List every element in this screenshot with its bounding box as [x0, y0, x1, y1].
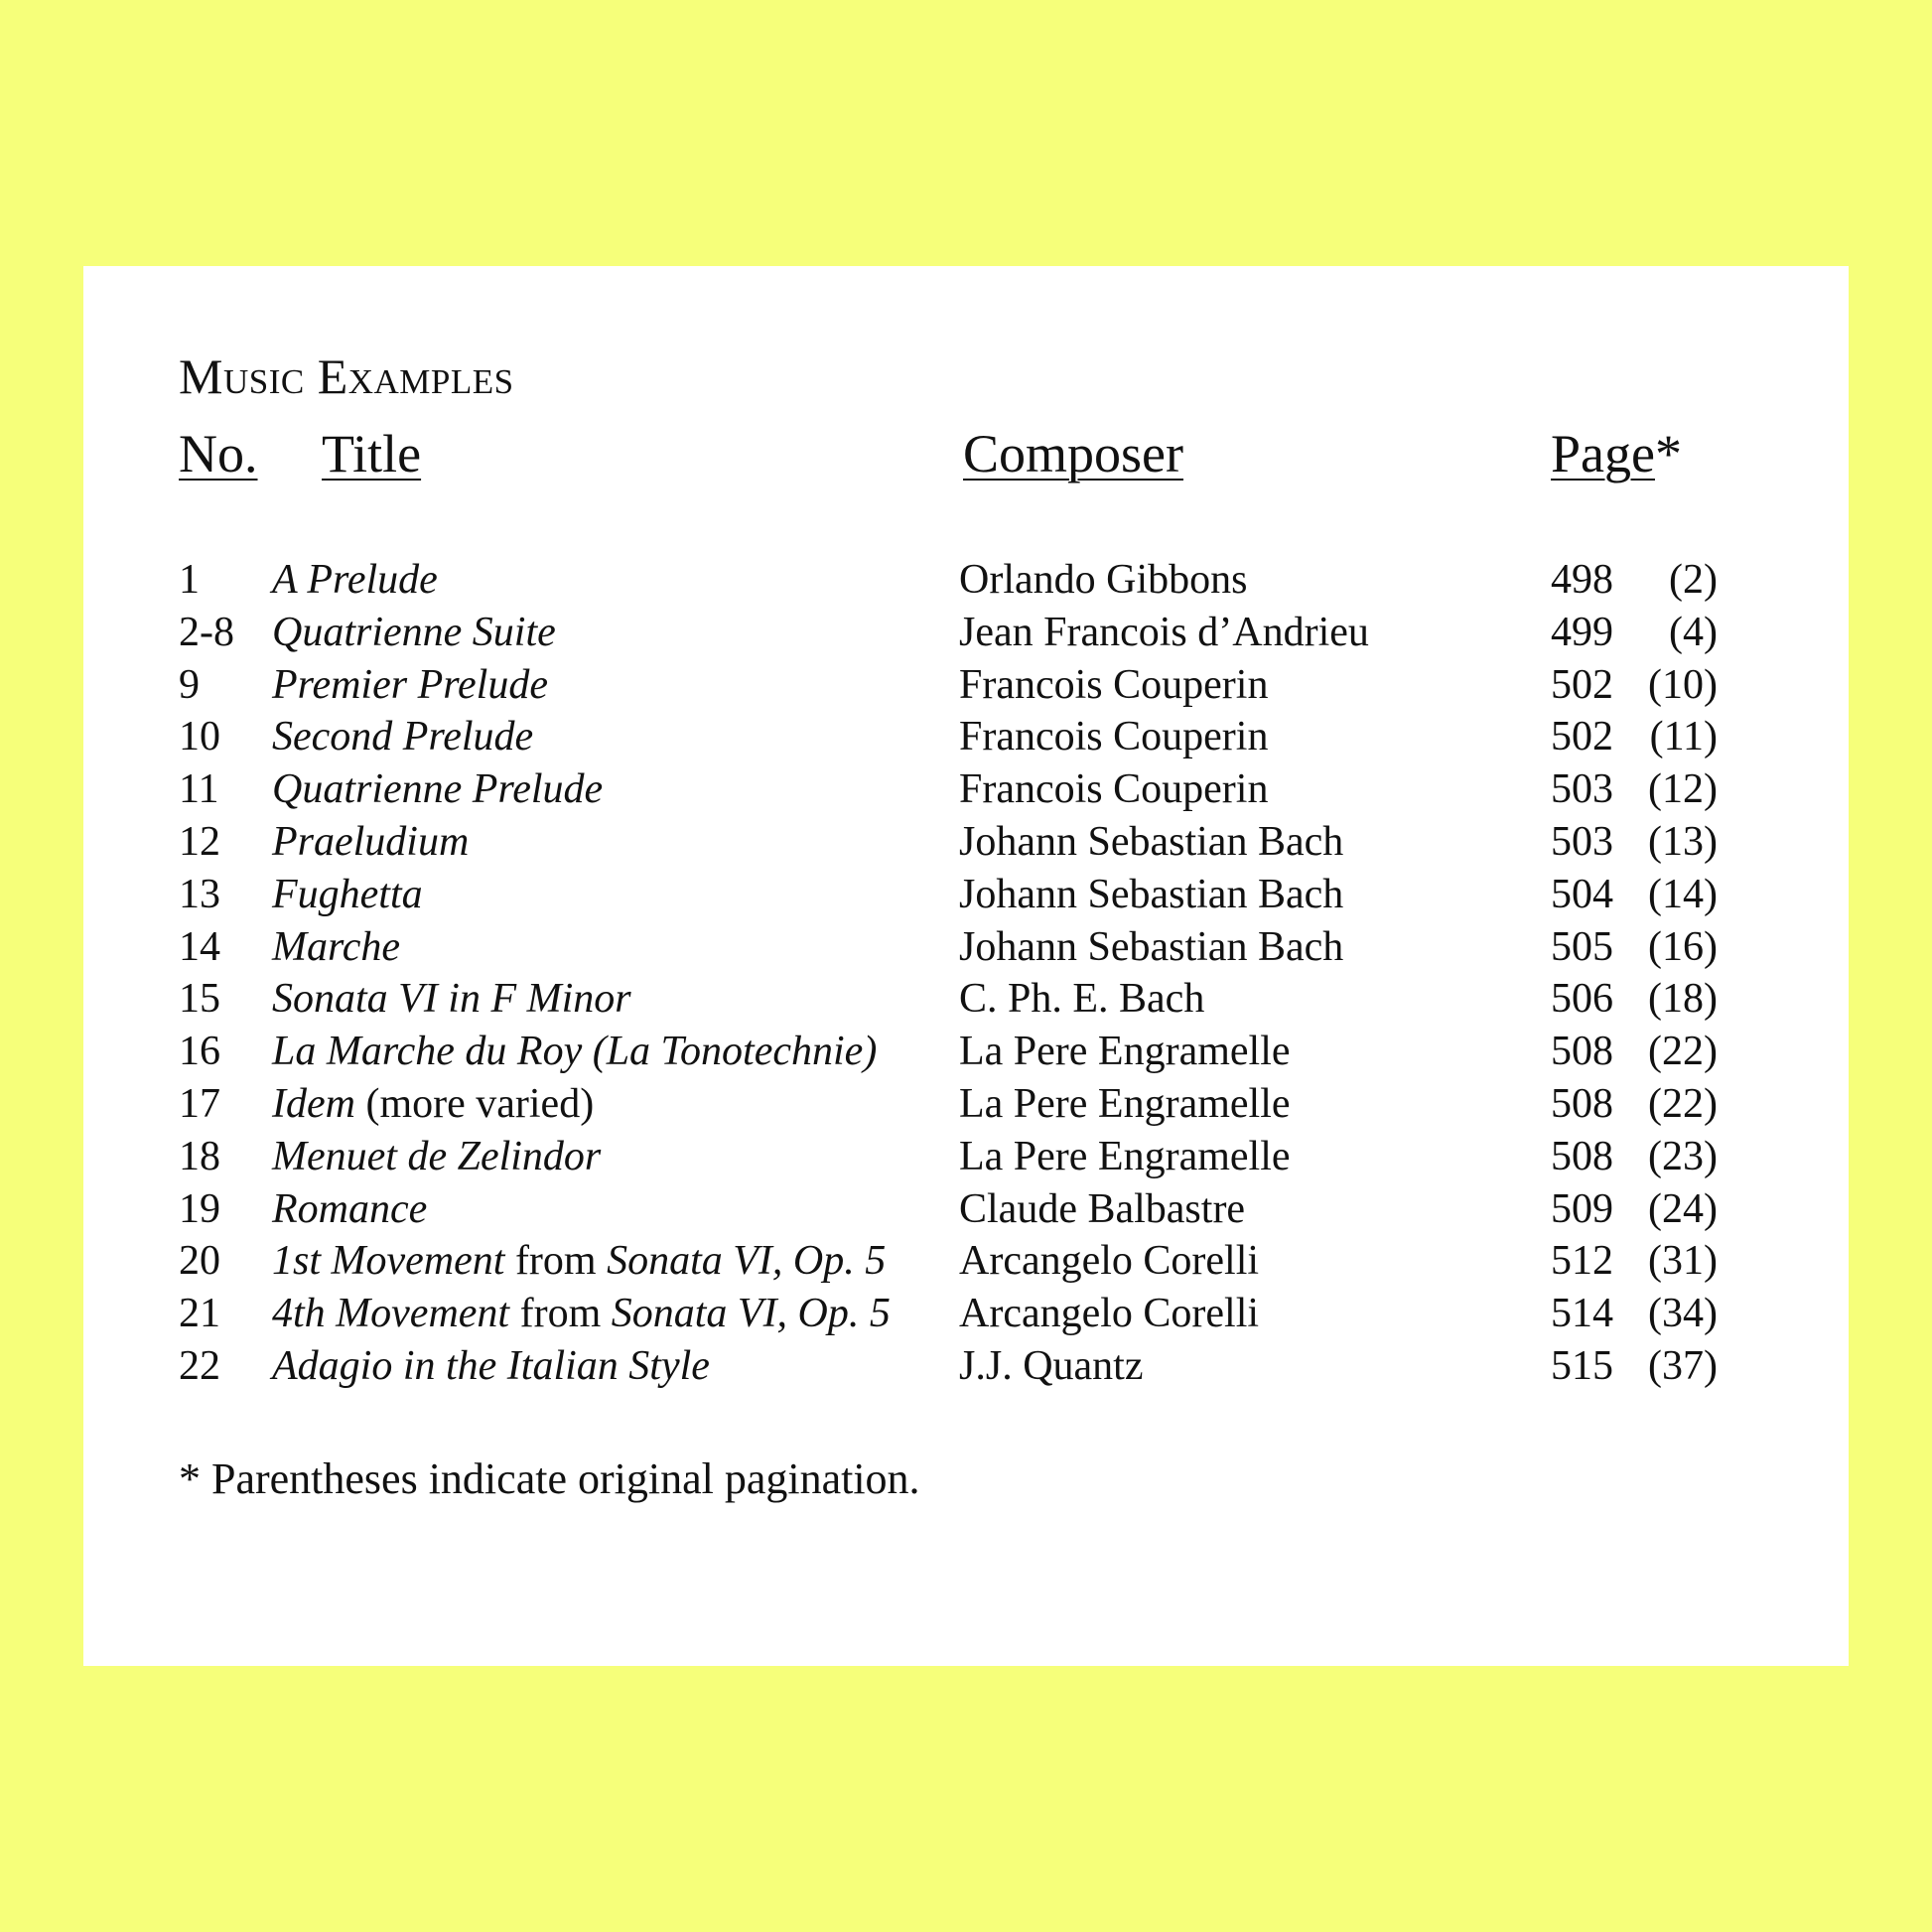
example-title [272, 1183, 427, 1236]
example-title [272, 921, 400, 974]
example-number: 16 [179, 1029, 220, 1075]
example-composer: Johann Sebastian Bach [959, 923, 1344, 970]
example-composer: La Pere Engramelle [959, 1080, 1291, 1127]
title-part: 1st Movement [272, 1238, 505, 1285]
title-part: Quatrienne Prelude [272, 766, 604, 813]
examples-list [179, 554, 1807, 1393]
example-title [272, 973, 631, 1026]
example-title [272, 554, 438, 607]
example-original-page: (10) [1648, 661, 1718, 708]
example-original-page: (24) [1648, 1185, 1718, 1232]
example-title [272, 659, 548, 712]
table-row [179, 869, 1807, 921]
example-composer: La Pere Engramelle [959, 1029, 1291, 1075]
table-row [179, 816, 1807, 869]
example-page: 498 [1551, 557, 1613, 603]
example-page: 506 [1551, 976, 1613, 1023]
example-composer: Arcangelo Corelli [959, 1238, 1260, 1285]
example-page: 512 [1551, 1238, 1613, 1285]
example-number: 18 [179, 1133, 220, 1179]
example-original-page: (2) [1669, 557, 1718, 603]
example-title [272, 607, 556, 659]
example-original-page: (31) [1648, 1238, 1718, 1285]
column-header-title: Title [322, 424, 422, 483]
table-row [179, 1235, 1807, 1288]
example-original-page: (22) [1648, 1080, 1718, 1127]
table-row [179, 1288, 1807, 1340]
example-original-page: (18) [1648, 976, 1718, 1023]
table-row [179, 921, 1807, 974]
example-composer: Francois Couperin [959, 661, 1269, 708]
table-row [179, 763, 1807, 816]
column-header-composer: Composer [963, 424, 1183, 483]
example-page: 508 [1551, 1029, 1613, 1075]
example-composer: Johann Sebastian Bach [959, 818, 1344, 865]
example-number: 12 [179, 818, 220, 865]
example-page: 499 [1551, 609, 1613, 655]
example-page: 505 [1551, 923, 1613, 970]
example-title [272, 1078, 594, 1131]
title-part: Idem [272, 1080, 355, 1127]
example-original-page: (22) [1648, 1029, 1718, 1075]
column-header-no: No. [179, 424, 258, 483]
title-part: Premier Prelude [272, 661, 548, 708]
table-row [179, 554, 1807, 607]
column-header-page-label: Page [1551, 424, 1655, 483]
example-page: 504 [1551, 871, 1613, 917]
example-composer: Orlando Gibbons [959, 557, 1248, 603]
example-title [272, 869, 423, 921]
title-part: La Marche du Roy (La Tonotechnie) [272, 1029, 878, 1075]
example-original-page: (11) [1649, 714, 1718, 760]
example-composer: Francois Couperin [959, 714, 1269, 760]
example-number: 19 [179, 1185, 220, 1232]
example-composer: J.J. Quantz [959, 1342, 1144, 1389]
title-part: 4th Movement [272, 1291, 510, 1337]
example-number: 20 [179, 1238, 220, 1285]
footnote: * Parentheses indicate original pagination. [179, 1454, 920, 1503]
title-part: Quatrienne Suite [272, 609, 556, 655]
example-number: 10 [179, 714, 220, 760]
example-title [272, 1340, 710, 1393]
example-original-page: (14) [1648, 871, 1718, 917]
example-number: 14 [179, 923, 220, 970]
example-page: 502 [1551, 661, 1613, 708]
title-part: A Prelude [272, 557, 438, 603]
example-original-page: (12) [1648, 766, 1718, 813]
example-title [272, 1288, 891, 1340]
title-part: Praeludium [272, 818, 470, 865]
example-page: 515 [1551, 1342, 1613, 1389]
column-header-page [1551, 423, 1682, 484]
example-original-page: (13) [1648, 818, 1718, 865]
table-row [179, 1131, 1807, 1183]
example-original-page: (37) [1648, 1342, 1718, 1389]
title-part: (more varied) [354, 1080, 595, 1127]
table-row [179, 973, 1807, 1026]
example-title [272, 1131, 601, 1183]
table-row [179, 1183, 1807, 1236]
example-page: 508 [1551, 1080, 1613, 1127]
title-part: Sonata VI in F Minor [272, 976, 631, 1023]
example-title [272, 816, 469, 869]
example-page: 503 [1551, 766, 1613, 813]
document-page [83, 266, 1849, 1666]
table-row [179, 711, 1807, 763]
example-page: 508 [1551, 1133, 1613, 1179]
title-part: Sonata VI, Op. 5 [611, 1291, 891, 1337]
title-part: Second Prelude [272, 714, 534, 760]
column-header-page-mark: * [1654, 424, 1682, 483]
example-page: 503 [1551, 818, 1613, 865]
page-heading: Music Examples [179, 348, 514, 404]
example-number: 21 [179, 1291, 220, 1337]
title-part: Romance [272, 1185, 428, 1232]
example-composer: Arcangelo Corelli [959, 1291, 1260, 1337]
title-part: from [504, 1238, 608, 1285]
example-composer: Claude Balbastre [959, 1185, 1246, 1232]
example-composer: Jean Francois d’Andrieu [959, 609, 1369, 655]
example-title [272, 1026, 877, 1078]
example-number: 2-8 [179, 609, 234, 655]
example-page: 502 [1551, 714, 1613, 760]
example-number: 15 [179, 976, 220, 1023]
table-row [179, 659, 1807, 712]
title-part: Menuet de Zelindor [272, 1133, 602, 1179]
example-composer: C. Ph. E. Bach [959, 976, 1205, 1023]
example-page: 509 [1551, 1185, 1613, 1232]
example-number: 11 [179, 766, 219, 813]
table-row [179, 1026, 1807, 1078]
example-number: 13 [179, 871, 220, 917]
title-part: Marche [272, 923, 401, 970]
example-number: 1 [179, 557, 200, 603]
table-row [179, 1340, 1807, 1393]
table-row [179, 1078, 1807, 1131]
example-number: 22 [179, 1342, 220, 1389]
example-title [272, 711, 533, 763]
example-page: 514 [1551, 1291, 1613, 1337]
example-title [272, 1235, 886, 1288]
example-original-page: (23) [1648, 1133, 1718, 1179]
example-composer: Johann Sebastian Bach [959, 871, 1344, 917]
example-number: 9 [179, 661, 200, 708]
example-title [272, 763, 603, 816]
example-composer: Francois Couperin [959, 766, 1269, 813]
example-original-page: (34) [1648, 1291, 1718, 1337]
example-number: 17 [179, 1080, 220, 1127]
title-part: Adagio in the Italian Style [272, 1342, 710, 1389]
example-composer: La Pere Engramelle [959, 1133, 1291, 1179]
title-part: Fughetta [272, 871, 423, 917]
table-row [179, 607, 1807, 659]
title-part: from [509, 1291, 612, 1337]
example-original-page: (16) [1648, 923, 1718, 970]
example-original-page: (4) [1669, 609, 1718, 655]
title-part: Sonata VI, Op. 5 [607, 1238, 887, 1285]
